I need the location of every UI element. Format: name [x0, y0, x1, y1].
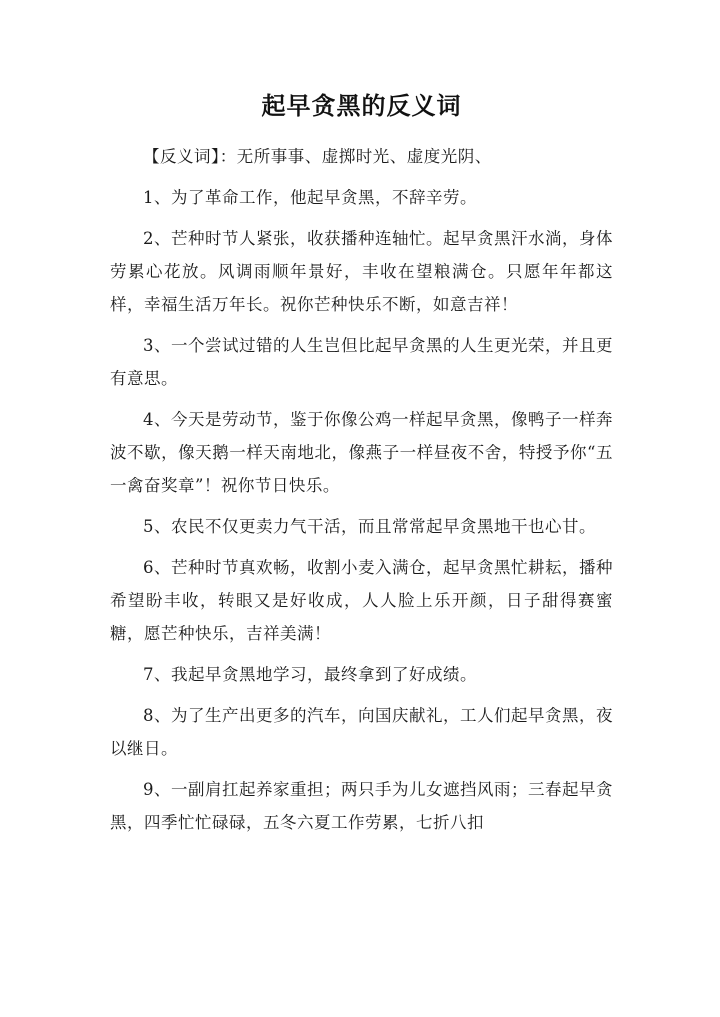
example-sentence-3: 3、一个尝试过错的人生岂但比起早贪黑的人生更光荣，并且更有意思。 — [110, 336, 613, 388]
example-sentence-7: 7、我起早贪黑地学习，最终拿到了好成绩。 — [143, 665, 477, 684]
example-sentence-5: 5、农民不仅更卖力气干活，而且常常起早贪黑地干也心甘。 — [143, 517, 596, 536]
document-title: 起早贪黑的反义词 — [261, 92, 462, 120]
antonym-definition-paragraph: 【反义词】：无所事事、虚掷时光、虚度光阴、 — [143, 147, 492, 166]
example-sentence-2: 2、芒种时节人紧张，收获播种连轴忙。起早贪黑汗水淌，身体劳累心花放。风调雨顺年景好，丰收在望粮满仓。只愿年年都这样，幸福生活万年长。祝你芒种快乐不断，如意吉祥！ — [110, 229, 613, 314]
example-sentence-4: 4、今天是劳动节，鉴于你像公鸡一样起早贪黑，像鸭子一样奔波不歇，像天鹅一样天南地北，像燕子一样昼夜不舍，特授予你“五一禽奋奖章”！祝你节日快乐。 — [110, 410, 613, 495]
example-sentence-6: 6、芒种时节真欢畅，收割小麦入满仓，起早贪黑忙耕耘，播种希望盼丰收，转眼又是好收成，人人脸上乐开颜，日子甜得赛蜜糖，愿芒种快乐，吉祥美满！ — [110, 558, 613, 643]
example-sentence-9: 9、一副肩扛起养家重担；两只手为儿女遮挡风雨；三春起早贪黑，四季忙忙碌碌，五冬六夏工作劳累，七折八扣 — [110, 780, 613, 832]
example-sentence-1: 1、为了革命工作，他起早贪黑，不辞辛劳。 — [143, 188, 477, 207]
example-sentence-8: 8、为了生产出更多的汽车，向国庆献礼，工人们起早贪黑，夜以继日。 — [110, 706, 613, 758]
